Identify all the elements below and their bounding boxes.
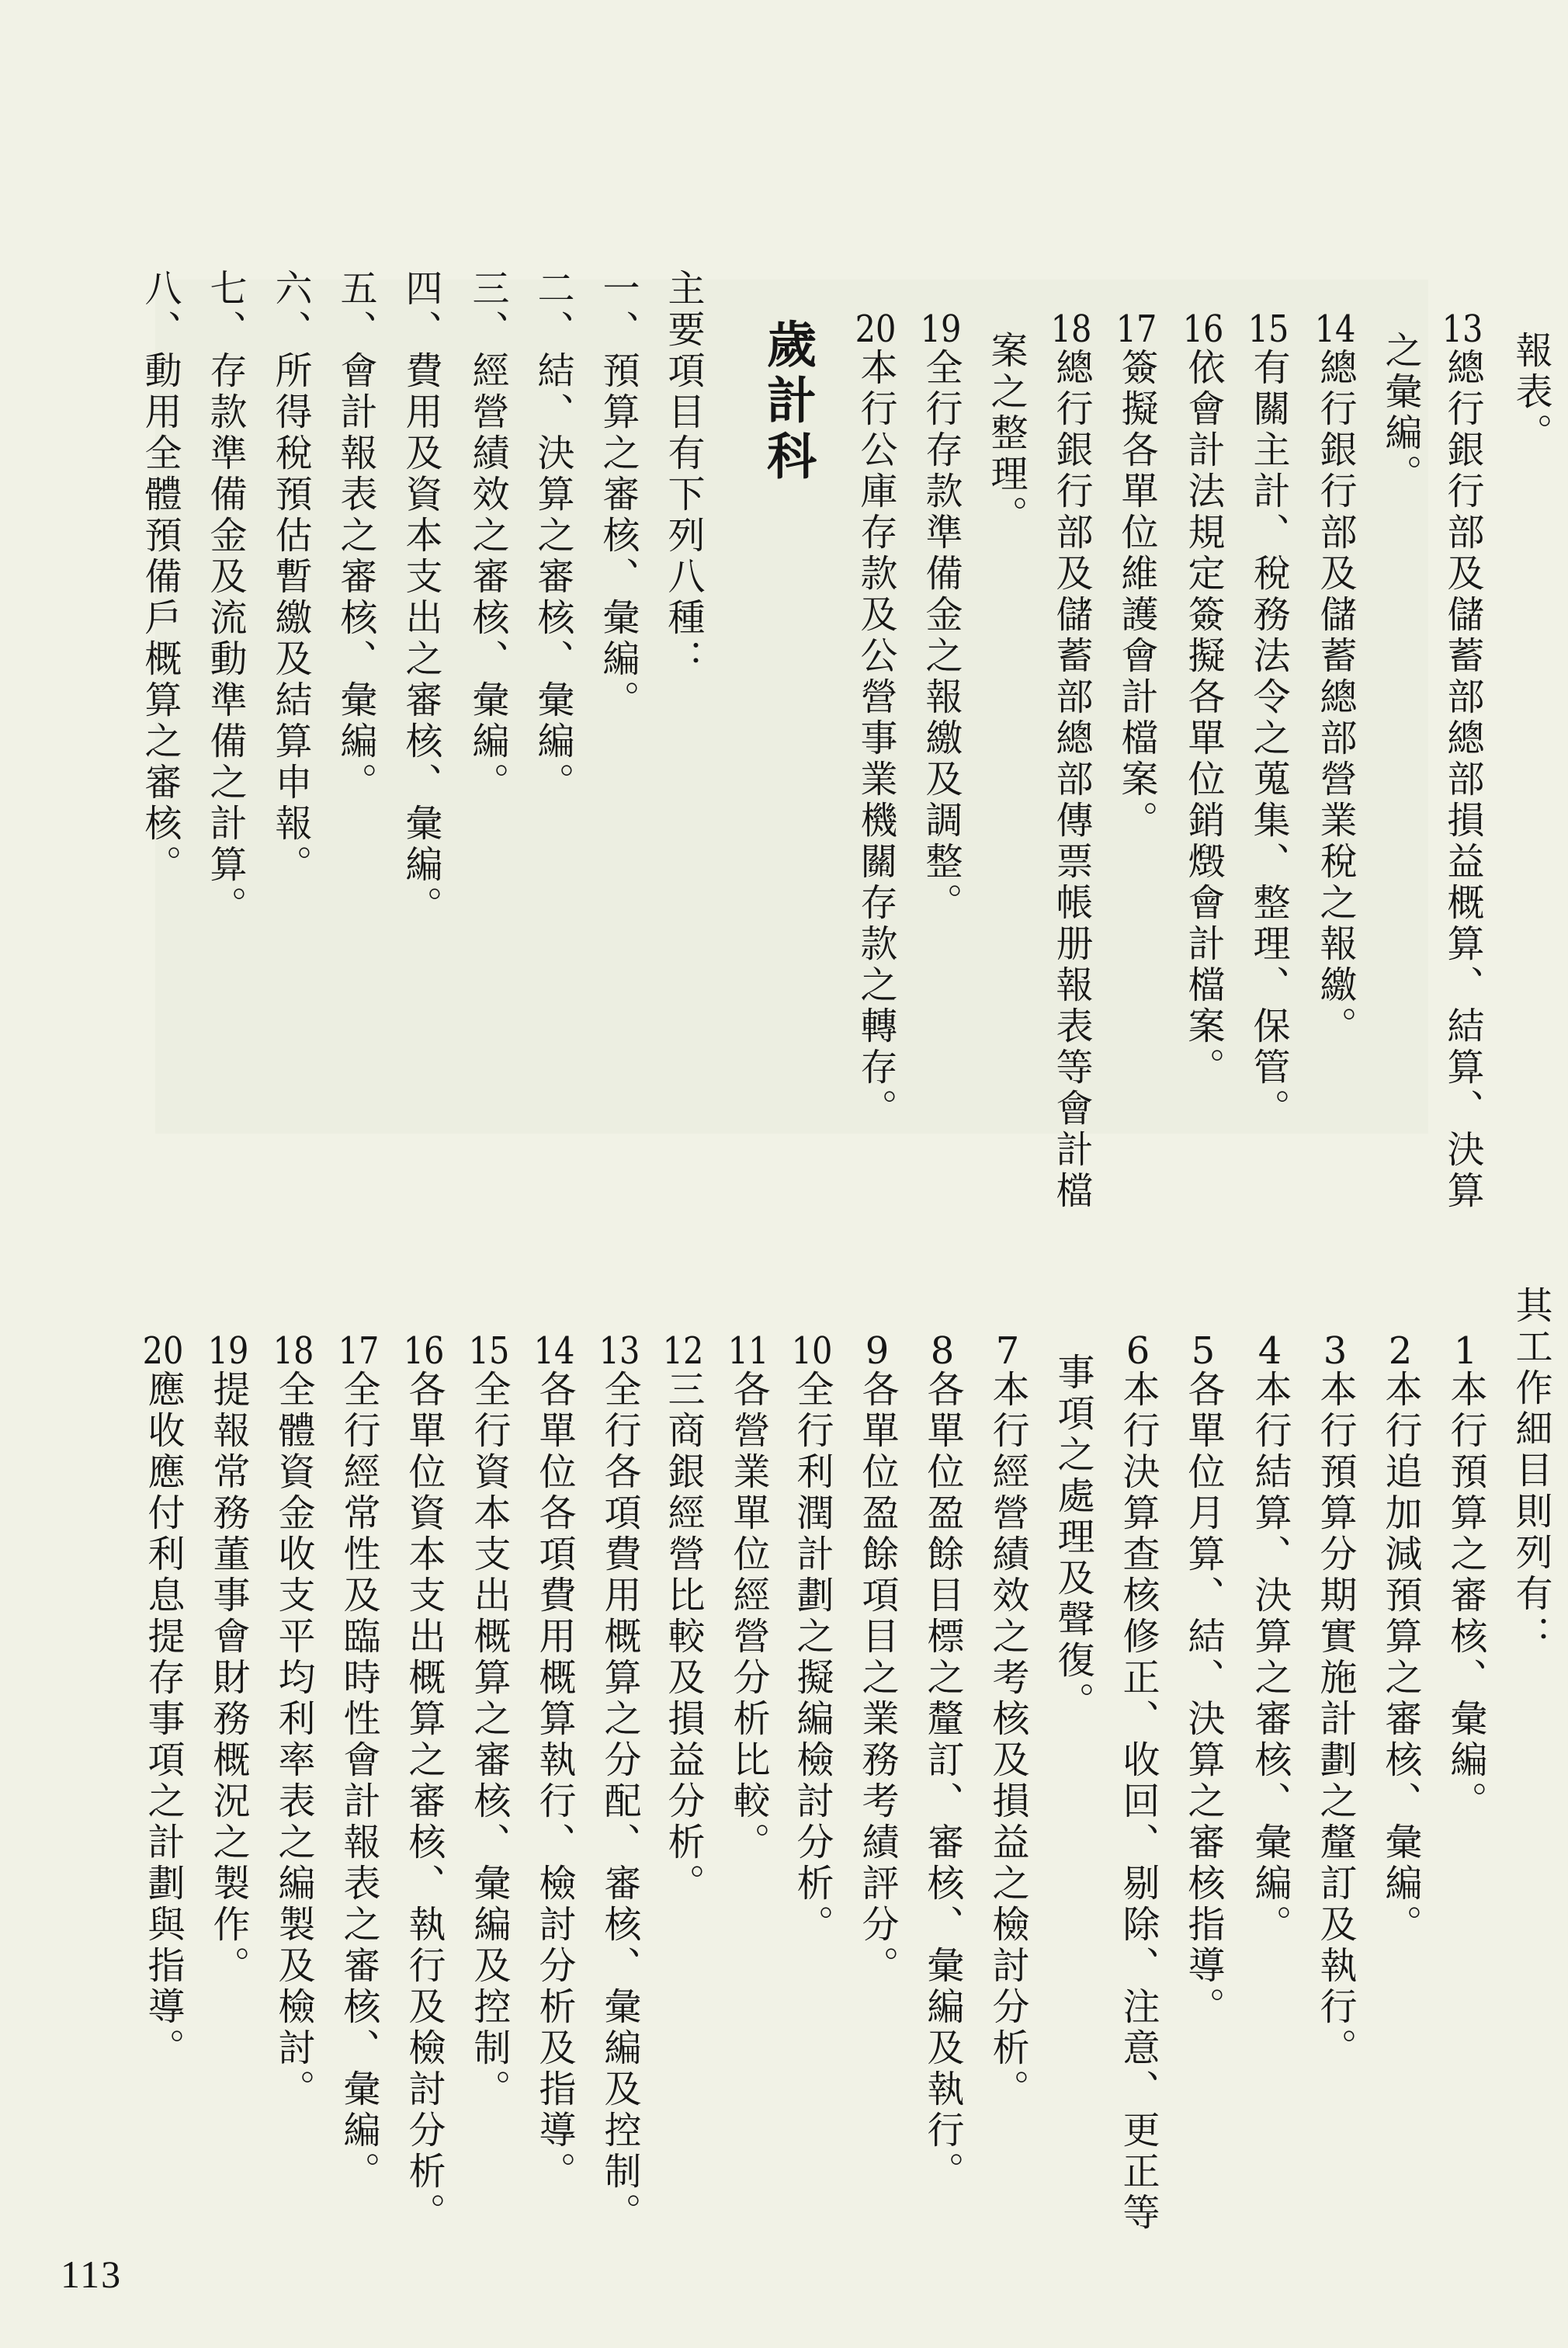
item-4: 四、費用及資本支出之審核、彙編。 [399,269,442,927]
item-2: 二、結、決算之審核、彙編。 [531,269,574,804]
detail-col-12: 12三商銀經營比較及損益分析。 [661,1332,705,1905]
items-intro: 主要項目有下列八種： [661,269,705,680]
top-col-1: 13總行銀行部及儲蓄部總部損益概算、結算、決算 [1441,311,1484,1212]
detail-col-9: 9各單位盈餘項目之業務考績評分。 [855,1332,899,1987]
top-col-4: 15有關主計、稅務法令之蒐集、整理、保管。 [1247,311,1290,1130]
detail-intro: 其工作細目則列有： [1509,1286,1552,1656]
detail-col-18: 18全體資金收支平均利率表之編製及檢討。 [272,1332,315,2110]
section-heading: 歲計科 [758,318,816,486]
detail-col-20: 20應收應付利息提存事項之計劃與指導。 [141,1332,185,2069]
detail-col-6: 6本行決算查核修正、收回、剔除、注意、更正等 [1116,1332,1160,2234]
top-col-9: 19全行存款準備金之報繳及調整。 [919,311,963,924]
detail-col-7: 7本行經營績效之考核及損益之檢討分析。 [986,1332,1029,2110]
detail-col-3: 3本行預算分期實施計劃之釐訂及執行。 [1313,1332,1357,2069]
detail-col-11: 11各營業單位經營分析比較。 [727,1332,770,1863]
top-col-0: 報表。 [1509,331,1552,454]
top-col-8: 案之整理。 [984,331,1028,537]
item-8: 八、動用全體預備戶概算之審核。 [138,269,182,886]
top-col-5: 16依會計法規定簽擬各單位銷燬會計檔案。 [1181,311,1225,1089]
item-3: 三、經營績效之審核、彙編。 [466,269,509,804]
detail-col-4: 4本行結算、決算之審核、彙編。 [1248,1332,1292,1946]
item-7: 七、存款準備金及流動準備之計算。 [203,269,247,927]
detail-col-16: 16各單位資本支出概算之審核、執行及檢討分析。 [402,1332,446,2234]
detail-col-1: 1本行預算之審核、彙編。 [1444,1332,1487,1822]
detail-col-19: 19提報常務董事會財務概況之製作。 [206,1332,250,1987]
top-col-7: 18總行銀行部及儲蓄部總部傳票帳册報表等會計檔 [1049,311,1093,1212]
detail-col-8: 8各單位盈餘目標之釐訂、審核、彙編及執行。 [921,1332,964,2193]
page-number: 113 [61,2252,123,2296]
top-col-3: 14總行銀行部及儲蓄總部營業稅之報繳。 [1313,311,1357,1047]
detail-col-14: 14各單位各項費用概算執行、檢討分析及指導。 [532,1332,576,2193]
detail-col-17: 17全行經常性及臨時性會計報表之審核、彙編。 [337,1332,380,2193]
top-col-2: 之彙編。 [1379,331,1422,495]
top-col-10: 20本行公庫存款及公營事業機關存款之轉存。 [854,311,897,1130]
top-col-6: 17簽擬各單位維護會計檔案。 [1115,311,1158,842]
detail-col-6-cont: 事項之處理及聲復。 [1051,1353,1094,1723]
detail-col-10: 10全行利潤計劃之擬編檢討分析。 [790,1332,834,1946]
item-1: 一、預算之審核、彙編。 [596,269,640,721]
detail-col-2: 2本行追加減預算之審核、彙編。 [1379,1332,1422,1946]
detail-col-13: 13全行各項費用概算之分配、審核、彙編及控制。 [598,1332,641,2234]
item-6: 六、所得稅預估暫繳及結算申報。 [269,269,312,886]
detail-col-5: 5各單位月算、結、決算之審核指導。 [1181,1332,1225,2028]
detail-col-15: 15全行資本支出概算之審核、彙編及控制。 [467,1332,511,2110]
item-5: 五、會計報表之審核、彙編。 [334,269,377,804]
